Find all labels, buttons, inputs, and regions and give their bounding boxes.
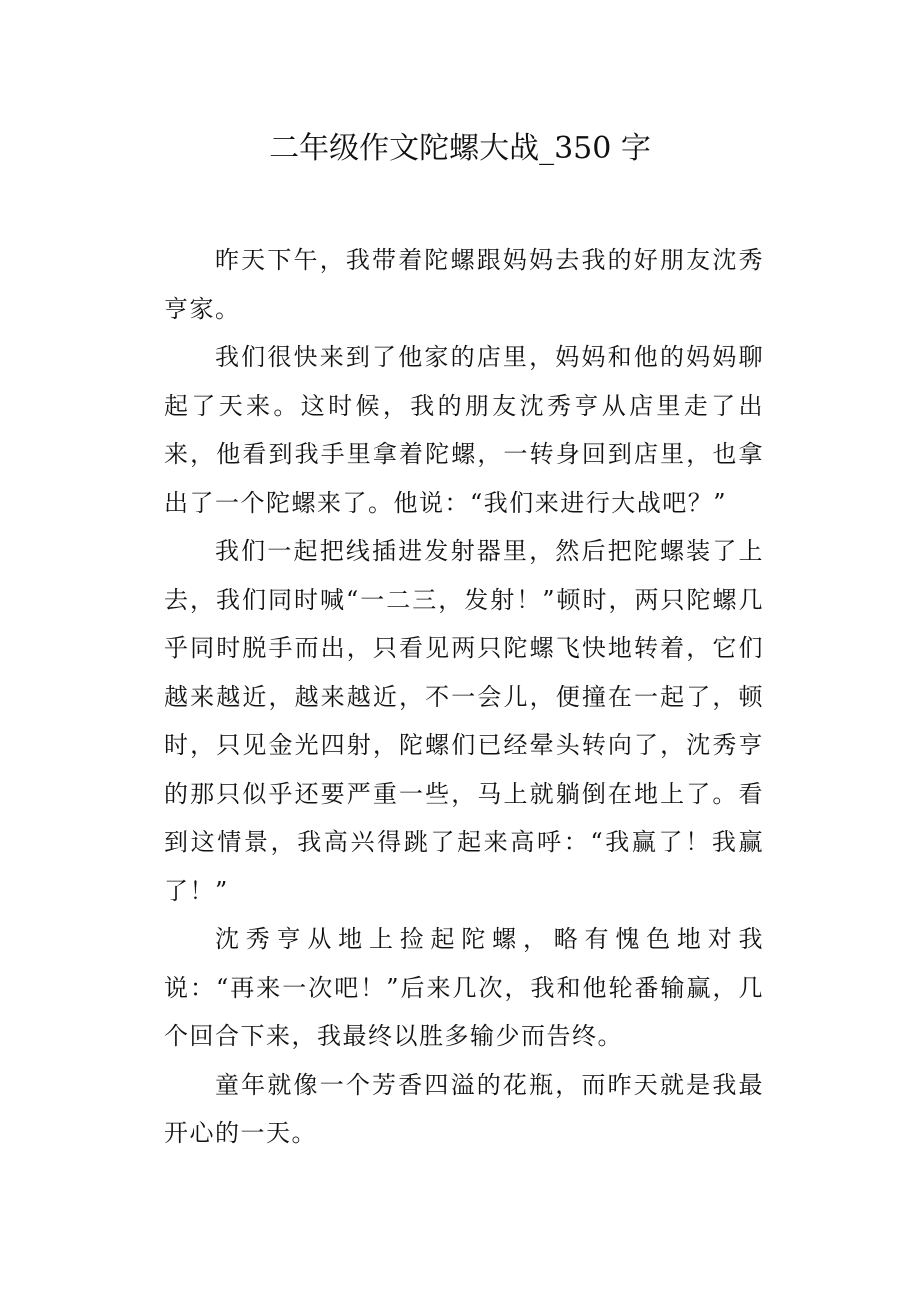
paragraph: 童年就像一个芳香四溢的花瓶，而昨天就是我最开心的一天。 bbox=[164, 1070, 764, 1147]
paragraph: 昨天下午，我带着陀螺跟妈妈去我的好朋友沈秀亨家。 bbox=[164, 246, 764, 323]
paragraph: 沈秀亨从地上捡起陀螺，略有愧色地对我说：“再来一次吧！”后来几次，我和他轮番输赢，几个回合下来，我最终以胜多输少而告终。 bbox=[164, 925, 764, 1050]
essay-body bbox=[164, 236, 764, 1158]
document-title: 二年级作文陀螺大战_350 字 bbox=[269, 131, 651, 166]
paragraph: 我们一起把线插进发射器里，然后把陀螺装了上去，我们同时喊“一二三，发射！”顿时，两只陀螺几乎同时脱手而出，只看见两只陀螺飞快地转着，它们越来越近，越来越近，不一会儿，便撞在一起了，顿时，只见金光四射，陀螺们已经晕头转向了，沈秀亨的那只似乎还要严重一些，马上就躺倒在地上了。看到这情景，我高兴得跳了起来高呼：“我赢了！我赢了！” bbox=[164, 537, 764, 905]
paragraph: 我们很快来到了他家的店里，妈妈和他的妈妈聊起了天来。这时候，我的朋友沈秀亨从店里走了出来，他看到我手里拿着陀螺，一转身回到店里，也拿出了一个陀螺来了。他说：“我们来进行大战吧？” bbox=[164, 343, 764, 517]
